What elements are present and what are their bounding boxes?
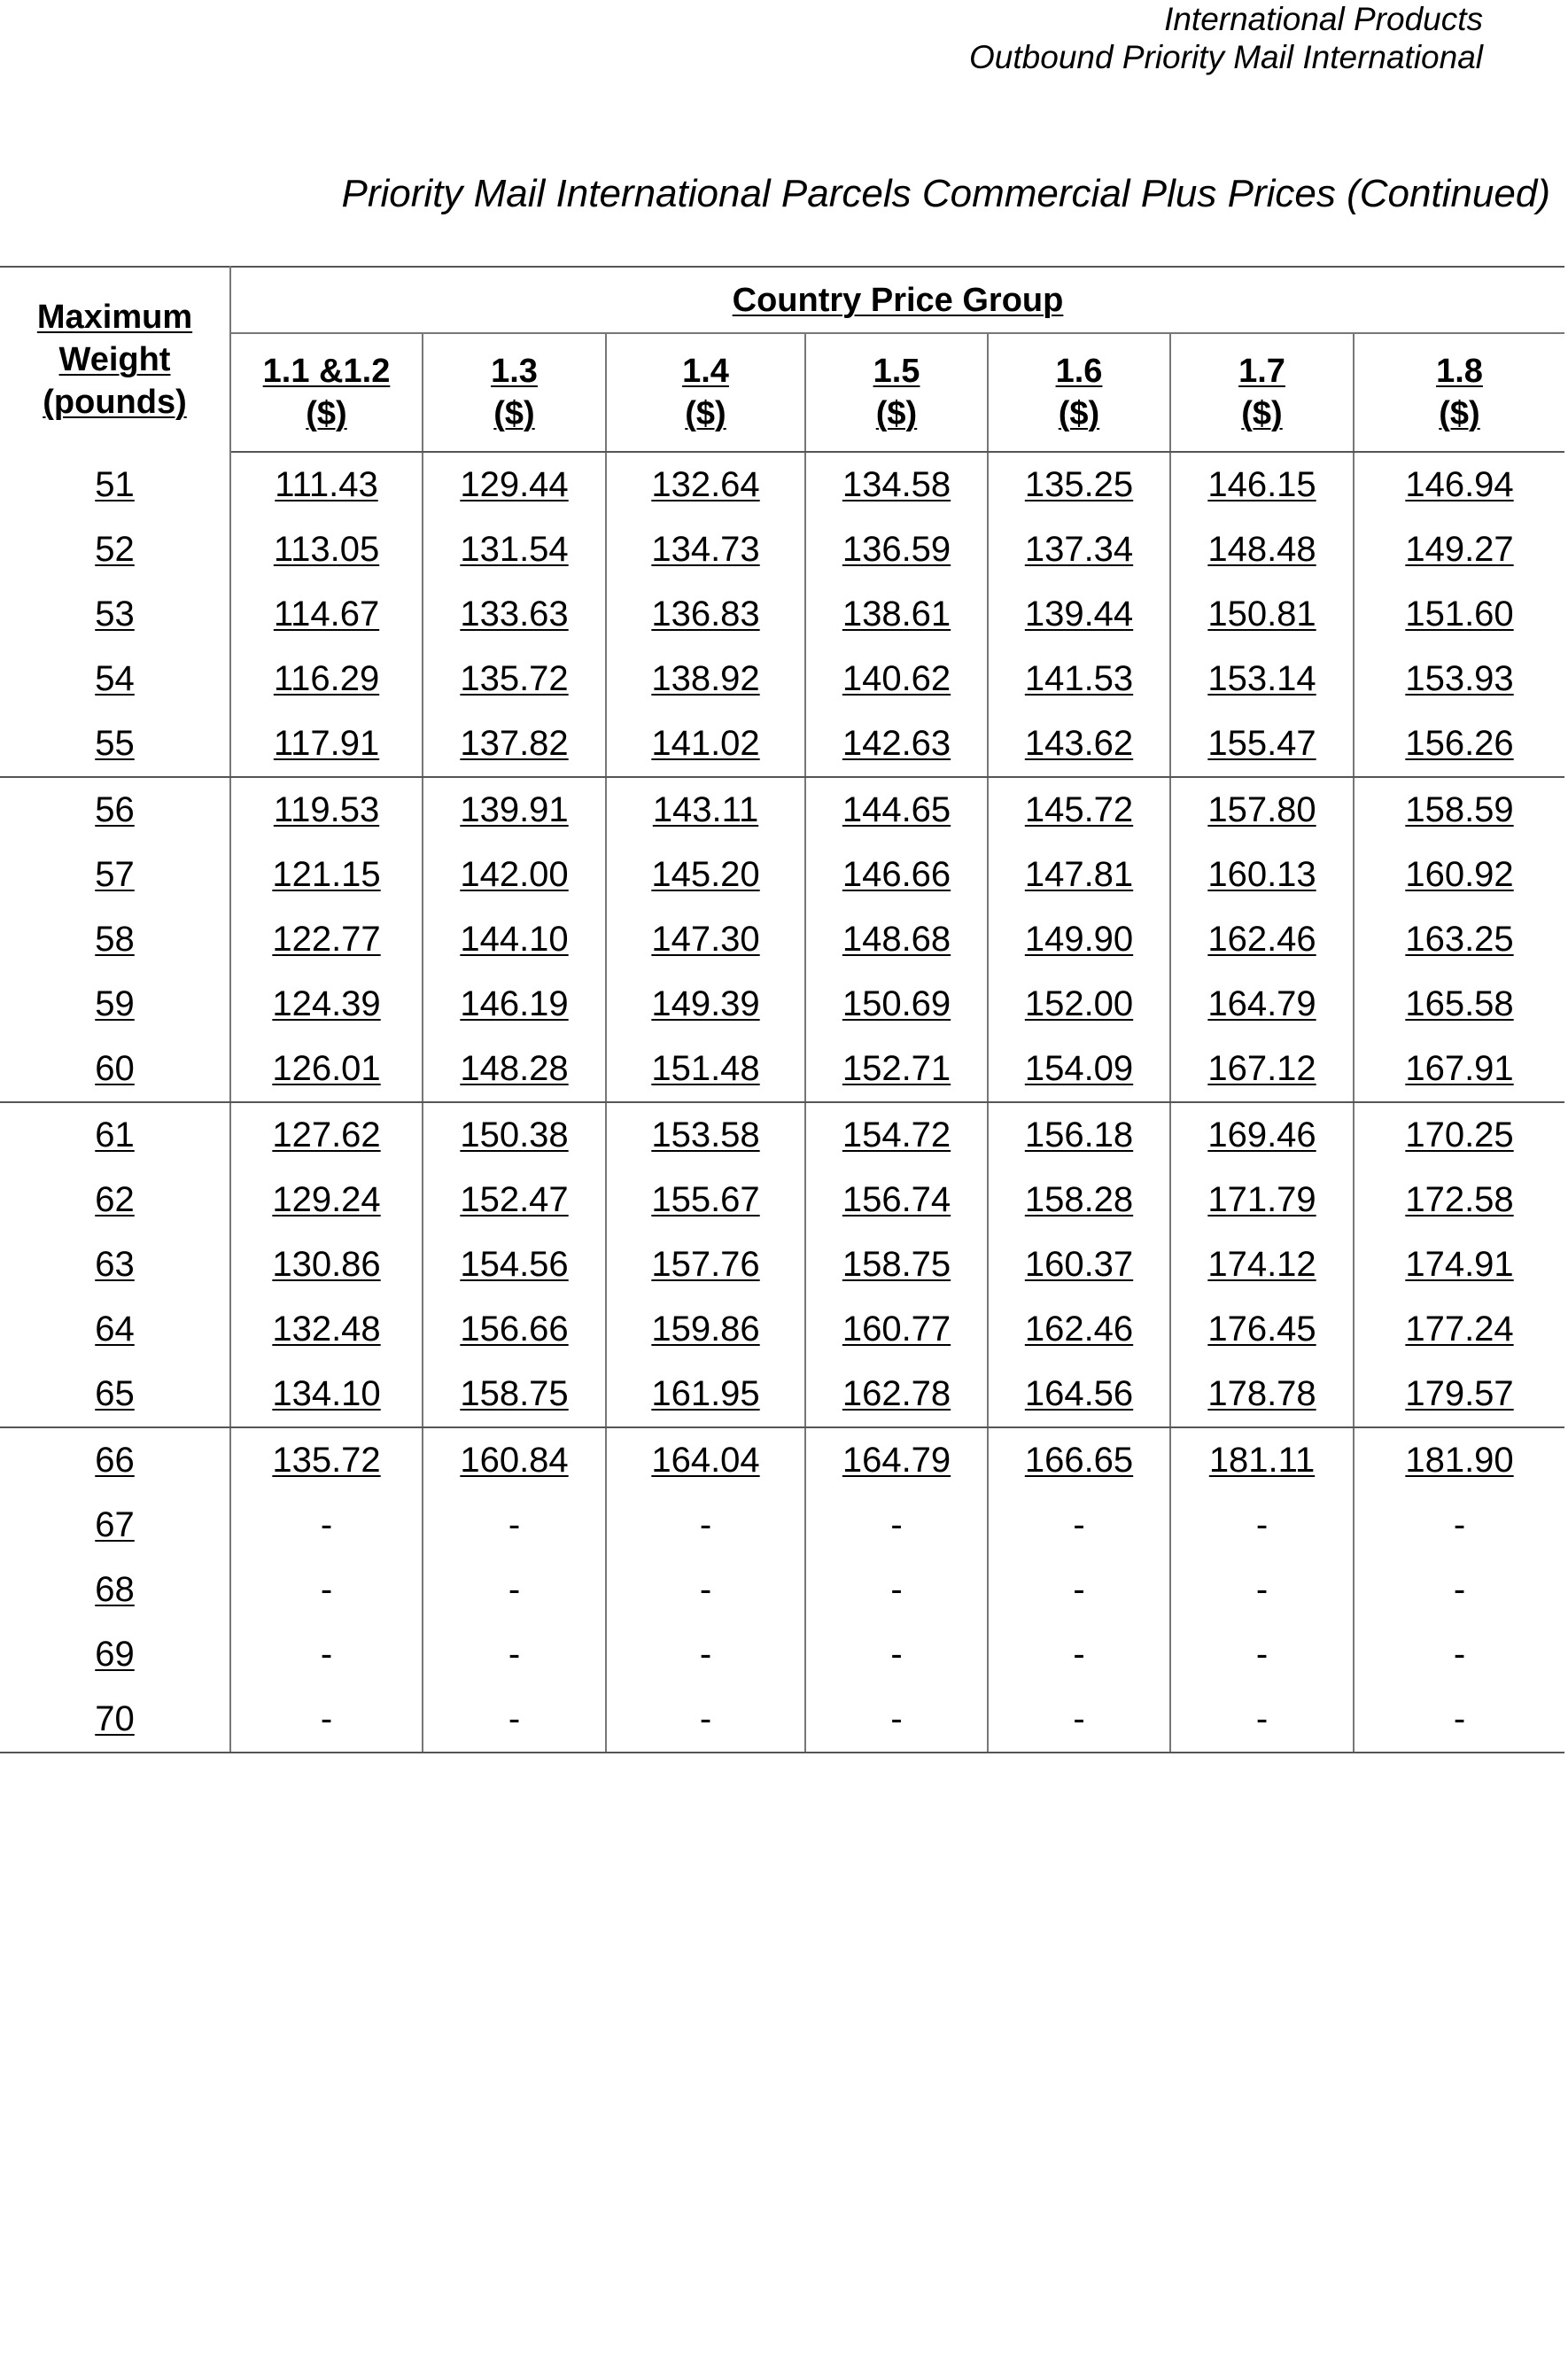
weight-cell: 56 bbox=[0, 777, 230, 843]
column-header bbox=[988, 333, 1170, 452]
column-header bbox=[805, 333, 988, 452]
price-cell: 129.44 bbox=[423, 452, 606, 517]
price-cell: 157.80 bbox=[1170, 777, 1354, 843]
column-header bbox=[1170, 333, 1354, 452]
price-cell: 146.66 bbox=[805, 843, 988, 907]
price-cell: 149.39 bbox=[606, 972, 805, 1037]
price-cell: 155.47 bbox=[1170, 711, 1354, 777]
price-cell: 156.74 bbox=[805, 1168, 988, 1232]
price-cell: 135.72 bbox=[230, 1427, 423, 1493]
table-row bbox=[0, 972, 1564, 1037]
price-cell: 162.78 bbox=[805, 1362, 988, 1427]
price-cell: 145.20 bbox=[606, 843, 805, 907]
price-cell: 150.38 bbox=[423, 1102, 606, 1168]
price-cell: - bbox=[606, 1687, 805, 1753]
price-cell: 167.91 bbox=[1354, 1037, 1564, 1102]
price-cell: - bbox=[606, 1622, 805, 1687]
table-row bbox=[0, 907, 1564, 972]
weight-cell: 52 bbox=[0, 517, 230, 582]
price-cell: 122.77 bbox=[230, 907, 423, 972]
price-cell: 137.34 bbox=[988, 517, 1170, 582]
column-header-unit: ($) bbox=[306, 395, 347, 432]
price-cell: 148.48 bbox=[1170, 517, 1354, 582]
price-cell: 167.12 bbox=[1170, 1037, 1354, 1102]
weight-column-header: Maximum Weight (pounds) bbox=[0, 267, 230, 452]
column-header-group: 1.7 bbox=[1238, 353, 1285, 390]
column-header-unit: ($) bbox=[875, 395, 918, 432]
price-cell: 137.82 bbox=[423, 711, 606, 777]
table-row bbox=[0, 1622, 1564, 1687]
price-cell: 177.24 bbox=[1354, 1297, 1564, 1362]
price-cell: 135.72 bbox=[423, 647, 606, 711]
header-line-1: International Products bbox=[1164, 1, 1483, 37]
price-cell: 152.47 bbox=[423, 1168, 606, 1232]
price-cell: 144.65 bbox=[805, 777, 988, 843]
price-cell: - bbox=[230, 1622, 423, 1687]
price-cell: 147.30 bbox=[606, 907, 805, 972]
price-cell: 129.24 bbox=[230, 1168, 423, 1232]
price-cell: 132.48 bbox=[230, 1297, 423, 1362]
price-cell: - bbox=[230, 1493, 423, 1558]
table-row bbox=[0, 777, 1564, 843]
price-cell: 152.71 bbox=[805, 1037, 988, 1102]
price-cell: - bbox=[230, 1558, 423, 1622]
price-cell: 132.64 bbox=[606, 452, 805, 517]
table-row bbox=[0, 711, 1564, 777]
price-cell: 172.58 bbox=[1354, 1168, 1564, 1232]
price-cell: - bbox=[988, 1622, 1170, 1687]
price-cell: 140.62 bbox=[805, 647, 988, 711]
price-cell: 157.76 bbox=[606, 1232, 805, 1297]
column-header bbox=[423, 333, 606, 452]
table-row bbox=[0, 1493, 1564, 1558]
price-cell: - bbox=[606, 1558, 805, 1622]
price-cell: 164.79 bbox=[805, 1427, 988, 1493]
price-cell: - bbox=[988, 1687, 1170, 1753]
price-cell: 138.61 bbox=[805, 582, 988, 647]
price-cell: - bbox=[988, 1558, 1170, 1622]
table-row bbox=[0, 1558, 1564, 1622]
price-cell: 151.48 bbox=[606, 1037, 805, 1102]
price-cell: 155.67 bbox=[606, 1168, 805, 1232]
price-cell: 160.92 bbox=[1354, 843, 1564, 907]
price-cell: - bbox=[606, 1493, 805, 1558]
table-row bbox=[0, 1232, 1564, 1297]
price-cell: - bbox=[423, 1622, 606, 1687]
column-header-group: 1.4 bbox=[682, 353, 729, 390]
price-cell: 164.56 bbox=[988, 1362, 1170, 1427]
price-cell: 162.46 bbox=[1170, 907, 1354, 972]
price-cell: 117.91 bbox=[230, 711, 423, 777]
price-cell: - bbox=[1170, 1558, 1354, 1622]
weight-cell: 51 bbox=[0, 452, 230, 517]
column-header bbox=[606, 333, 805, 452]
weight-cell: 54 bbox=[0, 647, 230, 711]
column-header-group: 1.8 bbox=[1436, 353, 1483, 390]
price-cell: 148.28 bbox=[423, 1037, 606, 1102]
price-cell: - bbox=[1354, 1493, 1564, 1558]
country-price-group-header: Country Price Group bbox=[230, 267, 1564, 333]
price-cell: 181.90 bbox=[1354, 1427, 1564, 1493]
column-header-unit: ($) bbox=[493, 395, 535, 432]
table-row bbox=[0, 1037, 1564, 1102]
price-cell: 170.25 bbox=[1354, 1102, 1564, 1168]
price-cell: 142.00 bbox=[423, 843, 606, 907]
table-row bbox=[0, 647, 1564, 711]
price-cell: 160.84 bbox=[423, 1427, 606, 1493]
column-header bbox=[230, 333, 423, 452]
price-cell: 162.46 bbox=[988, 1297, 1170, 1362]
price-cell: 145.72 bbox=[988, 777, 1170, 843]
price-cell: 146.19 bbox=[423, 972, 606, 1037]
price-cell: 164.79 bbox=[1170, 972, 1354, 1037]
price-cell: 139.91 bbox=[423, 777, 606, 843]
weight-cell: 60 bbox=[0, 1037, 230, 1102]
price-cell: - bbox=[805, 1687, 988, 1753]
table-row bbox=[0, 1102, 1564, 1168]
price-cell: 154.56 bbox=[423, 1232, 606, 1297]
price-cell: 134.73 bbox=[606, 517, 805, 582]
price-cell: 126.01 bbox=[230, 1037, 423, 1102]
column-header-group: 1.5 bbox=[873, 353, 920, 390]
page-header bbox=[969, 0, 1483, 76]
price-table-body bbox=[0, 452, 1564, 1753]
price-cell: 111.43 bbox=[230, 452, 423, 517]
price-cell: 171.79 bbox=[1170, 1168, 1354, 1232]
price-cell: 138.92 bbox=[606, 647, 805, 711]
price-cell: 176.45 bbox=[1170, 1297, 1354, 1362]
price-cell: 146.94 bbox=[1354, 452, 1564, 517]
price-cell: - bbox=[1354, 1558, 1564, 1622]
price-cell: - bbox=[1170, 1687, 1354, 1753]
price-cell: 174.91 bbox=[1354, 1232, 1564, 1297]
price-cell: - bbox=[423, 1558, 606, 1622]
price-cell: 141.53 bbox=[988, 647, 1170, 711]
weight-cell: 59 bbox=[0, 972, 230, 1037]
table-row bbox=[0, 452, 1564, 517]
price-cell: - bbox=[423, 1493, 606, 1558]
price-cell: 134.58 bbox=[805, 452, 988, 517]
table-row bbox=[0, 517, 1564, 582]
weight-cell: 65 bbox=[0, 1362, 230, 1427]
price-cell: 154.09 bbox=[988, 1037, 1170, 1102]
price-cell: 153.14 bbox=[1170, 647, 1354, 711]
weight-cell: 58 bbox=[0, 907, 230, 972]
price-cell: 139.44 bbox=[988, 582, 1170, 647]
price-cell: 178.78 bbox=[1170, 1362, 1354, 1427]
price-cell: 148.68 bbox=[805, 907, 988, 972]
price-cell: 160.37 bbox=[988, 1232, 1170, 1297]
price-cell: 114.67 bbox=[230, 582, 423, 647]
price-cell: 152.00 bbox=[988, 972, 1170, 1037]
price-cell: 160.13 bbox=[1170, 843, 1354, 907]
price-cell: 160.77 bbox=[805, 1297, 988, 1362]
price-cell: 119.53 bbox=[230, 777, 423, 843]
price-cell: 164.04 bbox=[606, 1427, 805, 1493]
weight-cell: 68 bbox=[0, 1558, 230, 1622]
price-cell: 159.86 bbox=[606, 1297, 805, 1362]
price-cell: 113.05 bbox=[230, 517, 423, 582]
price-cell: 149.27 bbox=[1354, 517, 1564, 582]
price-cell: 158.75 bbox=[423, 1362, 606, 1427]
table-row bbox=[0, 1362, 1564, 1427]
column-header-group: 1.1 &1.2 bbox=[262, 353, 391, 390]
column-header-unit: ($) bbox=[1058, 395, 1100, 432]
price-cell: 156.26 bbox=[1354, 711, 1564, 777]
price-cell: - bbox=[1354, 1687, 1564, 1753]
price-cell: 166.65 bbox=[988, 1427, 1170, 1493]
price-cell: 150.69 bbox=[805, 972, 988, 1037]
price-cell: 158.59 bbox=[1354, 777, 1564, 843]
price-cell: 136.59 bbox=[805, 517, 988, 582]
price-cell: - bbox=[805, 1622, 988, 1687]
price-cell: 163.25 bbox=[1354, 907, 1564, 972]
table-row bbox=[0, 1427, 1564, 1493]
price-cell: 150.81 bbox=[1170, 582, 1354, 647]
price-cell: 151.60 bbox=[1354, 582, 1564, 647]
table-row bbox=[0, 582, 1564, 647]
price-cell: 153.58 bbox=[606, 1102, 805, 1168]
weight-cell: 57 bbox=[0, 843, 230, 907]
table-title: Priority Mail International Parcels Commercial Plus Prices (Continued) bbox=[341, 172, 1550, 215]
price-cell: 143.11 bbox=[606, 777, 805, 843]
price-cell: 131.54 bbox=[423, 517, 606, 582]
weight-cell: 66 bbox=[0, 1427, 230, 1493]
price-cell: - bbox=[423, 1687, 606, 1753]
table-row bbox=[0, 843, 1564, 907]
weight-cell: 67 bbox=[0, 1493, 230, 1558]
price-cell: 181.11 bbox=[1170, 1427, 1354, 1493]
price-cell: 116.29 bbox=[230, 647, 423, 711]
price-cell: - bbox=[1170, 1493, 1354, 1558]
column-header-unit: ($) bbox=[1439, 395, 1480, 432]
price-cell: 144.10 bbox=[423, 907, 606, 972]
price-cell: 165.58 bbox=[1354, 972, 1564, 1037]
table-row bbox=[0, 1297, 1564, 1362]
price-cell: 161.95 bbox=[606, 1362, 805, 1427]
price-cell: 133.63 bbox=[423, 582, 606, 647]
price-cell: 147.81 bbox=[988, 843, 1170, 907]
weight-cell: 69 bbox=[0, 1622, 230, 1687]
column-header bbox=[1354, 333, 1564, 452]
column-header-group: 1.3 bbox=[491, 353, 538, 390]
header-line-2: Outbound Priority Mail International bbox=[969, 39, 1483, 75]
price-cell: 130.86 bbox=[230, 1232, 423, 1297]
weight-cell: 53 bbox=[0, 582, 230, 647]
price-cell: 149.90 bbox=[988, 907, 1170, 972]
price-cell: 158.28 bbox=[988, 1168, 1170, 1232]
price-cell: 121.15 bbox=[230, 843, 423, 907]
weight-cell: 62 bbox=[0, 1168, 230, 1232]
table-row bbox=[0, 1687, 1564, 1753]
price-cell: 154.72 bbox=[805, 1102, 988, 1168]
price-cell: 127.62 bbox=[230, 1102, 423, 1168]
price-cell: 142.63 bbox=[805, 711, 988, 777]
price-cell: - bbox=[805, 1558, 988, 1622]
price-cell: 156.18 bbox=[988, 1102, 1170, 1168]
column-header-group: 1.6 bbox=[1055, 353, 1103, 390]
price-cell: - bbox=[1170, 1622, 1354, 1687]
price-cell: 124.39 bbox=[230, 972, 423, 1037]
weight-cell: 61 bbox=[0, 1102, 230, 1168]
price-cell: 179.57 bbox=[1354, 1362, 1564, 1427]
price-cell: - bbox=[230, 1687, 423, 1753]
price-cell: 141.02 bbox=[606, 711, 805, 777]
price-cell: 135.25 bbox=[988, 452, 1170, 517]
price-cell: 146.15 bbox=[1170, 452, 1354, 517]
price-cell: 153.93 bbox=[1354, 647, 1564, 711]
weight-cell: 63 bbox=[0, 1232, 230, 1297]
price-cell: 156.66 bbox=[423, 1297, 606, 1362]
column-header-row bbox=[0, 333, 1564, 452]
column-header-unit: ($) bbox=[685, 395, 726, 432]
weight-cell: 55 bbox=[0, 711, 230, 777]
price-cell: 158.75 bbox=[805, 1232, 988, 1297]
price-cell: - bbox=[805, 1493, 988, 1558]
table-row bbox=[0, 1168, 1564, 1232]
column-header-unit: ($) bbox=[1241, 395, 1283, 432]
weight-cell: 64 bbox=[0, 1297, 230, 1362]
price-cell: 136.83 bbox=[606, 582, 805, 647]
price-cell: 143.62 bbox=[988, 711, 1170, 777]
price-table bbox=[0, 266, 1564, 1753]
weight-cell: 70 bbox=[0, 1687, 230, 1753]
price-cell: - bbox=[988, 1493, 1170, 1558]
price-cell: 134.10 bbox=[230, 1362, 423, 1427]
price-cell: 169.46 bbox=[1170, 1102, 1354, 1168]
price-cell: - bbox=[1354, 1622, 1564, 1687]
price-cell: 174.12 bbox=[1170, 1232, 1354, 1297]
